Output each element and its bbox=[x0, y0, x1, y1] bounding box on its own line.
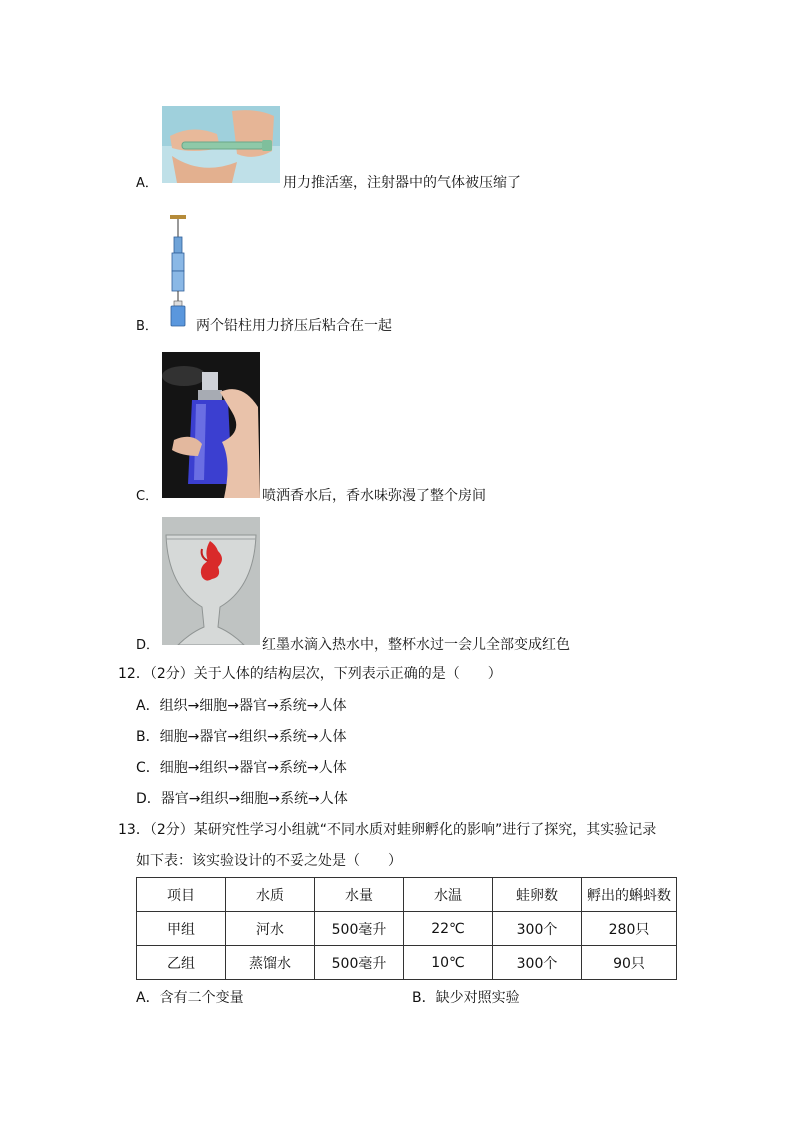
question-12-option-c: C．细胞→组织→器官→系统→人体 bbox=[136, 760, 347, 776]
option-text: 红墨水滴入热水中，整杯水过一会儿全部变成红色 bbox=[262, 637, 570, 653]
table-header-cell: 水温 bbox=[404, 878, 493, 912]
table-cell: 10℃ bbox=[404, 946, 493, 980]
option-letter: C． bbox=[136, 489, 159, 504]
table-cell: 90只 bbox=[582, 946, 677, 980]
table-cell: 500毫升 bbox=[315, 912, 404, 946]
question-13-option-a: A．含有二个变量 bbox=[136, 990, 244, 1006]
table-header-cell: 水质 bbox=[226, 878, 315, 912]
table-row bbox=[137, 946, 677, 980]
table-row bbox=[137, 912, 677, 946]
table-header-cell: 项目 bbox=[137, 878, 226, 912]
question-13-stem: 13．（2分）某研究性学习小组就“不同水质对蛙卵孵化的影响”进行了探究，其实验记录 bbox=[118, 822, 657, 838]
experiment-record-table bbox=[136, 877, 677, 980]
question-13-option-b: B．缺少对照实验 bbox=[412, 990, 520, 1006]
table-header-cell: 蛙卵数 bbox=[493, 878, 582, 912]
question-12-option-d: D．器官→组织→细胞→系统→人体 bbox=[136, 791, 348, 807]
table-header-row bbox=[137, 878, 677, 912]
table-cell: 22℃ bbox=[404, 912, 493, 946]
option-text: 喷洒香水后，香水味弥漫了整个房间 bbox=[262, 488, 486, 504]
table-cell: 河水 bbox=[226, 912, 315, 946]
table-cell: 280只 bbox=[582, 912, 677, 946]
question-12-stem: 12．（2分）关于人体的结构层次，下列表示正确的是（ ） bbox=[118, 666, 502, 682]
lead-cylinders-photo bbox=[168, 215, 188, 327]
table-cell: 300个 bbox=[493, 912, 582, 946]
option-text: 用力推活塞，注射器中的气体被压缩了 bbox=[283, 175, 521, 191]
table-header-cell: 水量 bbox=[315, 878, 404, 912]
option-letter: D． bbox=[136, 638, 160, 653]
table-header-cell: 孵出的蝌蚪数 bbox=[582, 878, 677, 912]
option-text: 两个铅柱用力挤压后粘合在一起 bbox=[196, 318, 392, 334]
question-12-option-b: B．细胞→器官→组织→系统→人体 bbox=[136, 729, 347, 745]
table-cell: 乙组 bbox=[137, 946, 226, 980]
red-ink-glass-photo bbox=[162, 517, 260, 645]
table-cell: 蒸馏水 bbox=[226, 946, 315, 980]
option-letter: B． bbox=[136, 319, 158, 334]
syringe-compression-photo bbox=[162, 106, 280, 183]
perfume-spray-photo bbox=[162, 352, 260, 498]
table-cell: 300个 bbox=[493, 946, 582, 980]
question-12-option-a: A．组织→细胞→器官→系统→人体 bbox=[136, 698, 347, 714]
option-letter: A． bbox=[136, 176, 158, 191]
table-cell: 500毫升 bbox=[315, 946, 404, 980]
table-cell: 甲组 bbox=[137, 912, 226, 946]
question-13-stem-continued: 如下表：该实验设计的不妥之处是（ ） bbox=[136, 853, 402, 869]
